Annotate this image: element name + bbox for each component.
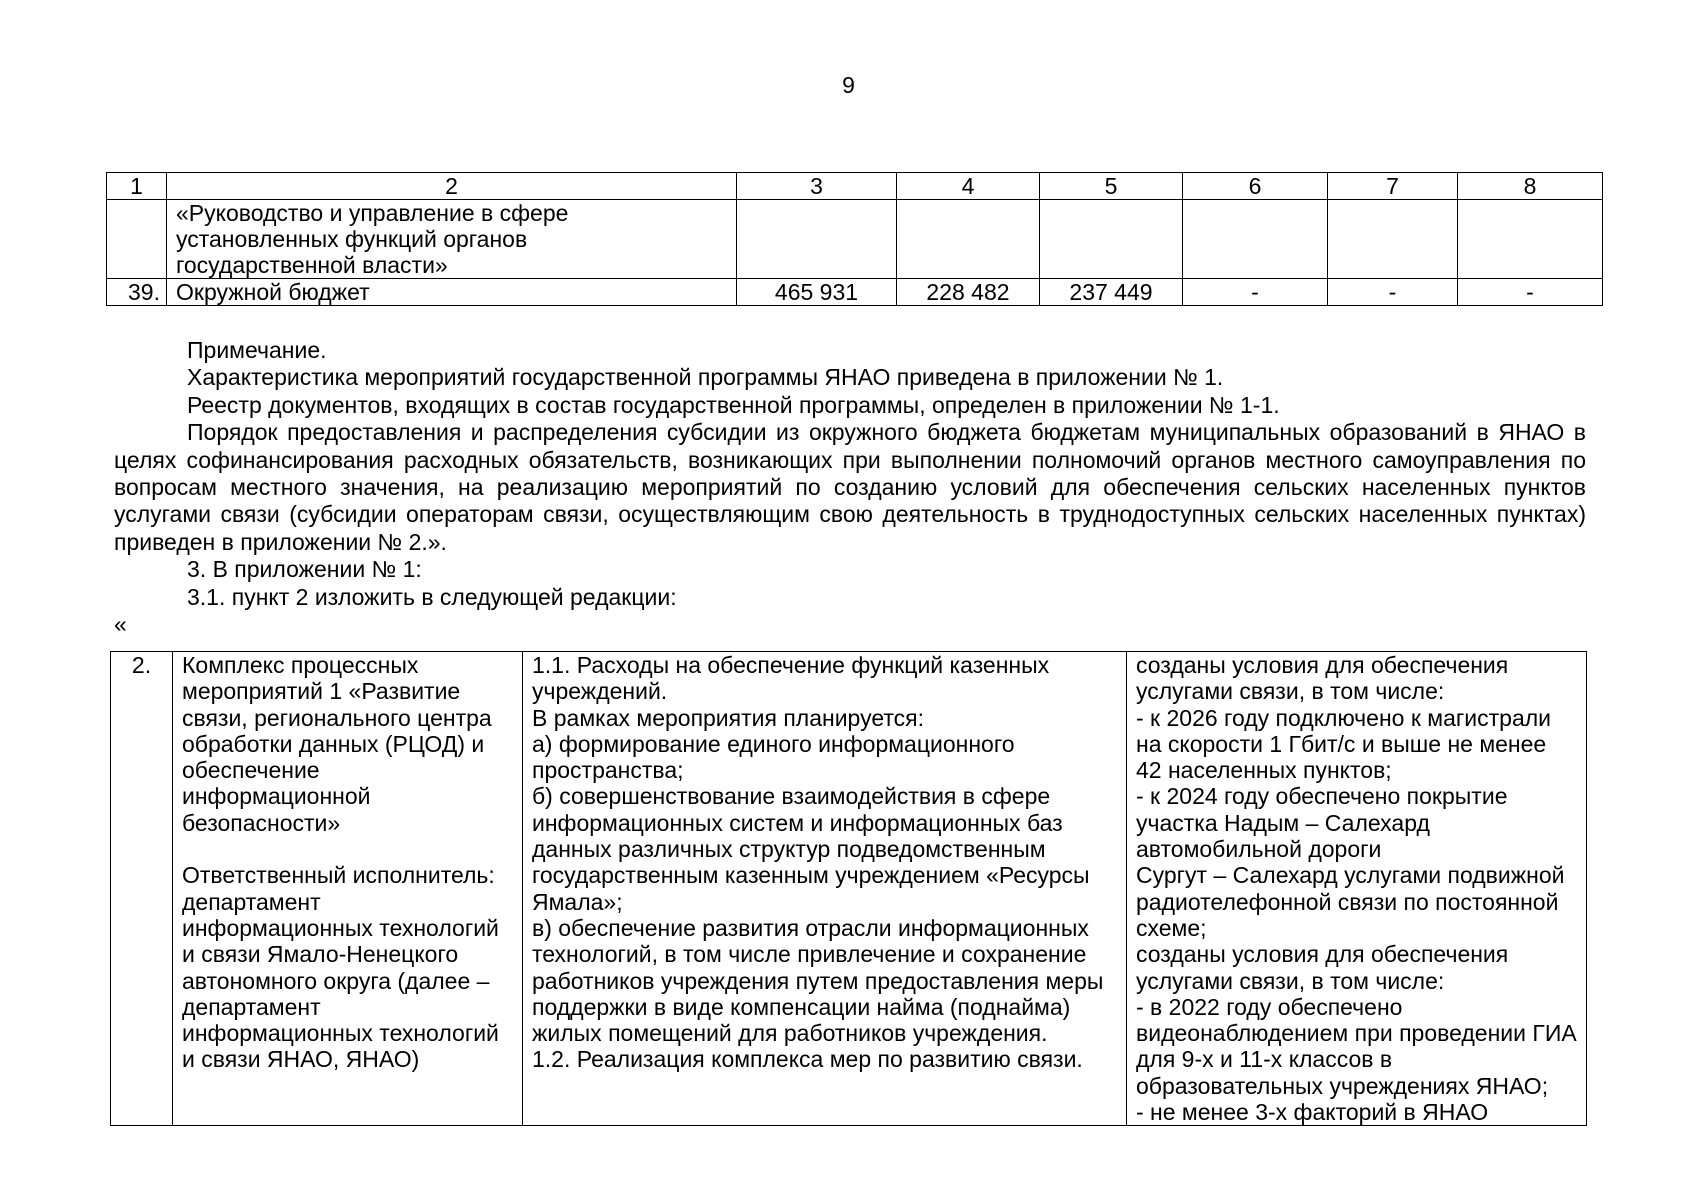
result-line: - не менее 3-х факторий в ЯНАО — [1136, 1099, 1489, 1126]
activity-line: а) формирование единого информационного пространства; — [532, 730, 1015, 784]
activity-line: б) совершенствование взаимодействия в сфере информационных систем и информационных баз данных различных структур подведомственным государственным казенным учреждением «Ресурсы Ямала»; — [532, 783, 1090, 915]
table-cell — [737, 200, 897, 279]
table-row — [107, 200, 1603, 279]
value-cell: - — [1458, 279, 1603, 306]
note-paragraph: 3. В приложении № 1: — [187, 556, 422, 583]
note-paragraph: Порядок предоставления и распределения субсидии из окружного бюджета бюджетам муниципальных образований в ЯНАО в целях софинансирования расходных обязательств, возникающих при выполнении полномочий органов местного самоуправления по вопросам местного значения, на реализацию мероприятий по созданию условий для обеспечения сельских населенных пунктов услугами связи (субсидии операторам связи, осуществляющим свою деятельность в труднодоступных сельских населенных пунктах) приведен в приложении № 2.». — [114, 419, 1586, 555]
table-row — [111, 652, 1587, 1126]
activities-cell — [523, 652, 1127, 1126]
summary-table — [106, 172, 1603, 306]
value-cell: - — [1328, 279, 1458, 306]
note-paragraph: 3.1. пункт 2 изложить в следующей редакции: — [187, 583, 677, 610]
value-cell: 228 482 — [897, 279, 1040, 306]
activity-line: 1.2. Реализация комплекса мер по развитию связи. — [532, 1046, 1083, 1073]
column-header: 7 — [1328, 173, 1458, 200]
table-cell — [107, 200, 167, 279]
table-cell — [1458, 200, 1603, 279]
table-row — [107, 279, 1603, 306]
activity-line: В рамках мероприятия планируется: — [532, 704, 924, 731]
table-cell — [1183, 200, 1328, 279]
program-name-cell — [173, 652, 523, 1126]
page-number: 9 — [842, 72, 855, 98]
row-number-cell: 2. — [111, 652, 173, 1126]
result-line: Сургут – Салехард услугами подвижной радиотелефонной связи по постоянной схеме; — [1136, 862, 1565, 941]
table-cell — [1328, 200, 1458, 279]
result-line: созданы условия для обеспечения услугами связи, в том числе: — [1136, 652, 1509, 705]
opening-quote: « — [114, 611, 127, 638]
row-name-cell: «Руководство и управление в сфере установленных функций органов государственной власти» — [167, 200, 737, 279]
results-cell — [1127, 652, 1587, 1126]
result-line: - к 2026 году подключено к магистрали на скорости 1 Гбит/с и выше не менее 42 населенных пунктов; — [1136, 704, 1552, 784]
note-paragraph: Характеристика мероприятий государственной программы ЯНАО приведена в приложении № 1. — [187, 364, 1224, 391]
activity-line: 1.1. Расходы на обеспечение функций казенных учреждений. — [532, 652, 1050, 705]
note-paragraph: Реестр документов, входящих в состав государственной программы, определен в приложении № 1-1. — [187, 391, 1280, 418]
value-cell: 465 931 — [737, 279, 897, 306]
program-name: Комплекс процессных мероприятий 1 «Развитие связи, регионального центра обработки данных (РЦОД) и обеспечение информационной безопасности» — [182, 652, 492, 836]
result-line: - в 2022 году обеспечено видеонаблюдением при проведении ГИА для 9-х и 11-х классов в образовательных учреждениях ЯНАО; — [1136, 993, 1577, 1099]
table-cell — [897, 200, 1040, 279]
program-table — [110, 651, 1587, 1126]
value-cell: - — [1183, 279, 1328, 306]
activity-line: в) обеспечение развития отрасли информационных технологий, в том числе привлечение и сохранение работников учреждения путем предоставления меры поддержки в виде компенсации найма (поднайма) жилых помещений для работников учреждения. — [532, 914, 1104, 1047]
notes-title: Примечание. — [187, 337, 327, 363]
result-line: созданы условия для обеспечения услугами связи, в том числе: — [1136, 941, 1509, 994]
column-header: 1 — [107, 173, 167, 200]
value-cell: 237 449 — [1040, 279, 1183, 306]
row-name-cell: Окружной бюджет — [167, 279, 737, 306]
table-cell — [1040, 200, 1183, 279]
column-header: 4 — [897, 173, 1040, 200]
row-number-cell: 39. — [107, 279, 167, 306]
responsible-executor: Ответственный исполнитель: департамент информационных технологий и связи Ямало-Ненецкого автономного округа (далее – департамент информационных технологий и связи ЯНАО, ЯНАО) — [182, 862, 499, 1073]
result-line: - к 2024 году обеспечено покрытие участка Надым – Салехард автомобильной дороги — [1136, 783, 1508, 863]
column-header: 8 — [1458, 173, 1603, 200]
column-header: 6 — [1183, 173, 1328, 200]
column-header: 3 — [737, 173, 897, 200]
column-header: 2 — [167, 173, 737, 200]
column-header: 5 — [1040, 173, 1183, 200]
notes-section — [114, 337, 1586, 638]
table-header-row — [107, 173, 1603, 200]
